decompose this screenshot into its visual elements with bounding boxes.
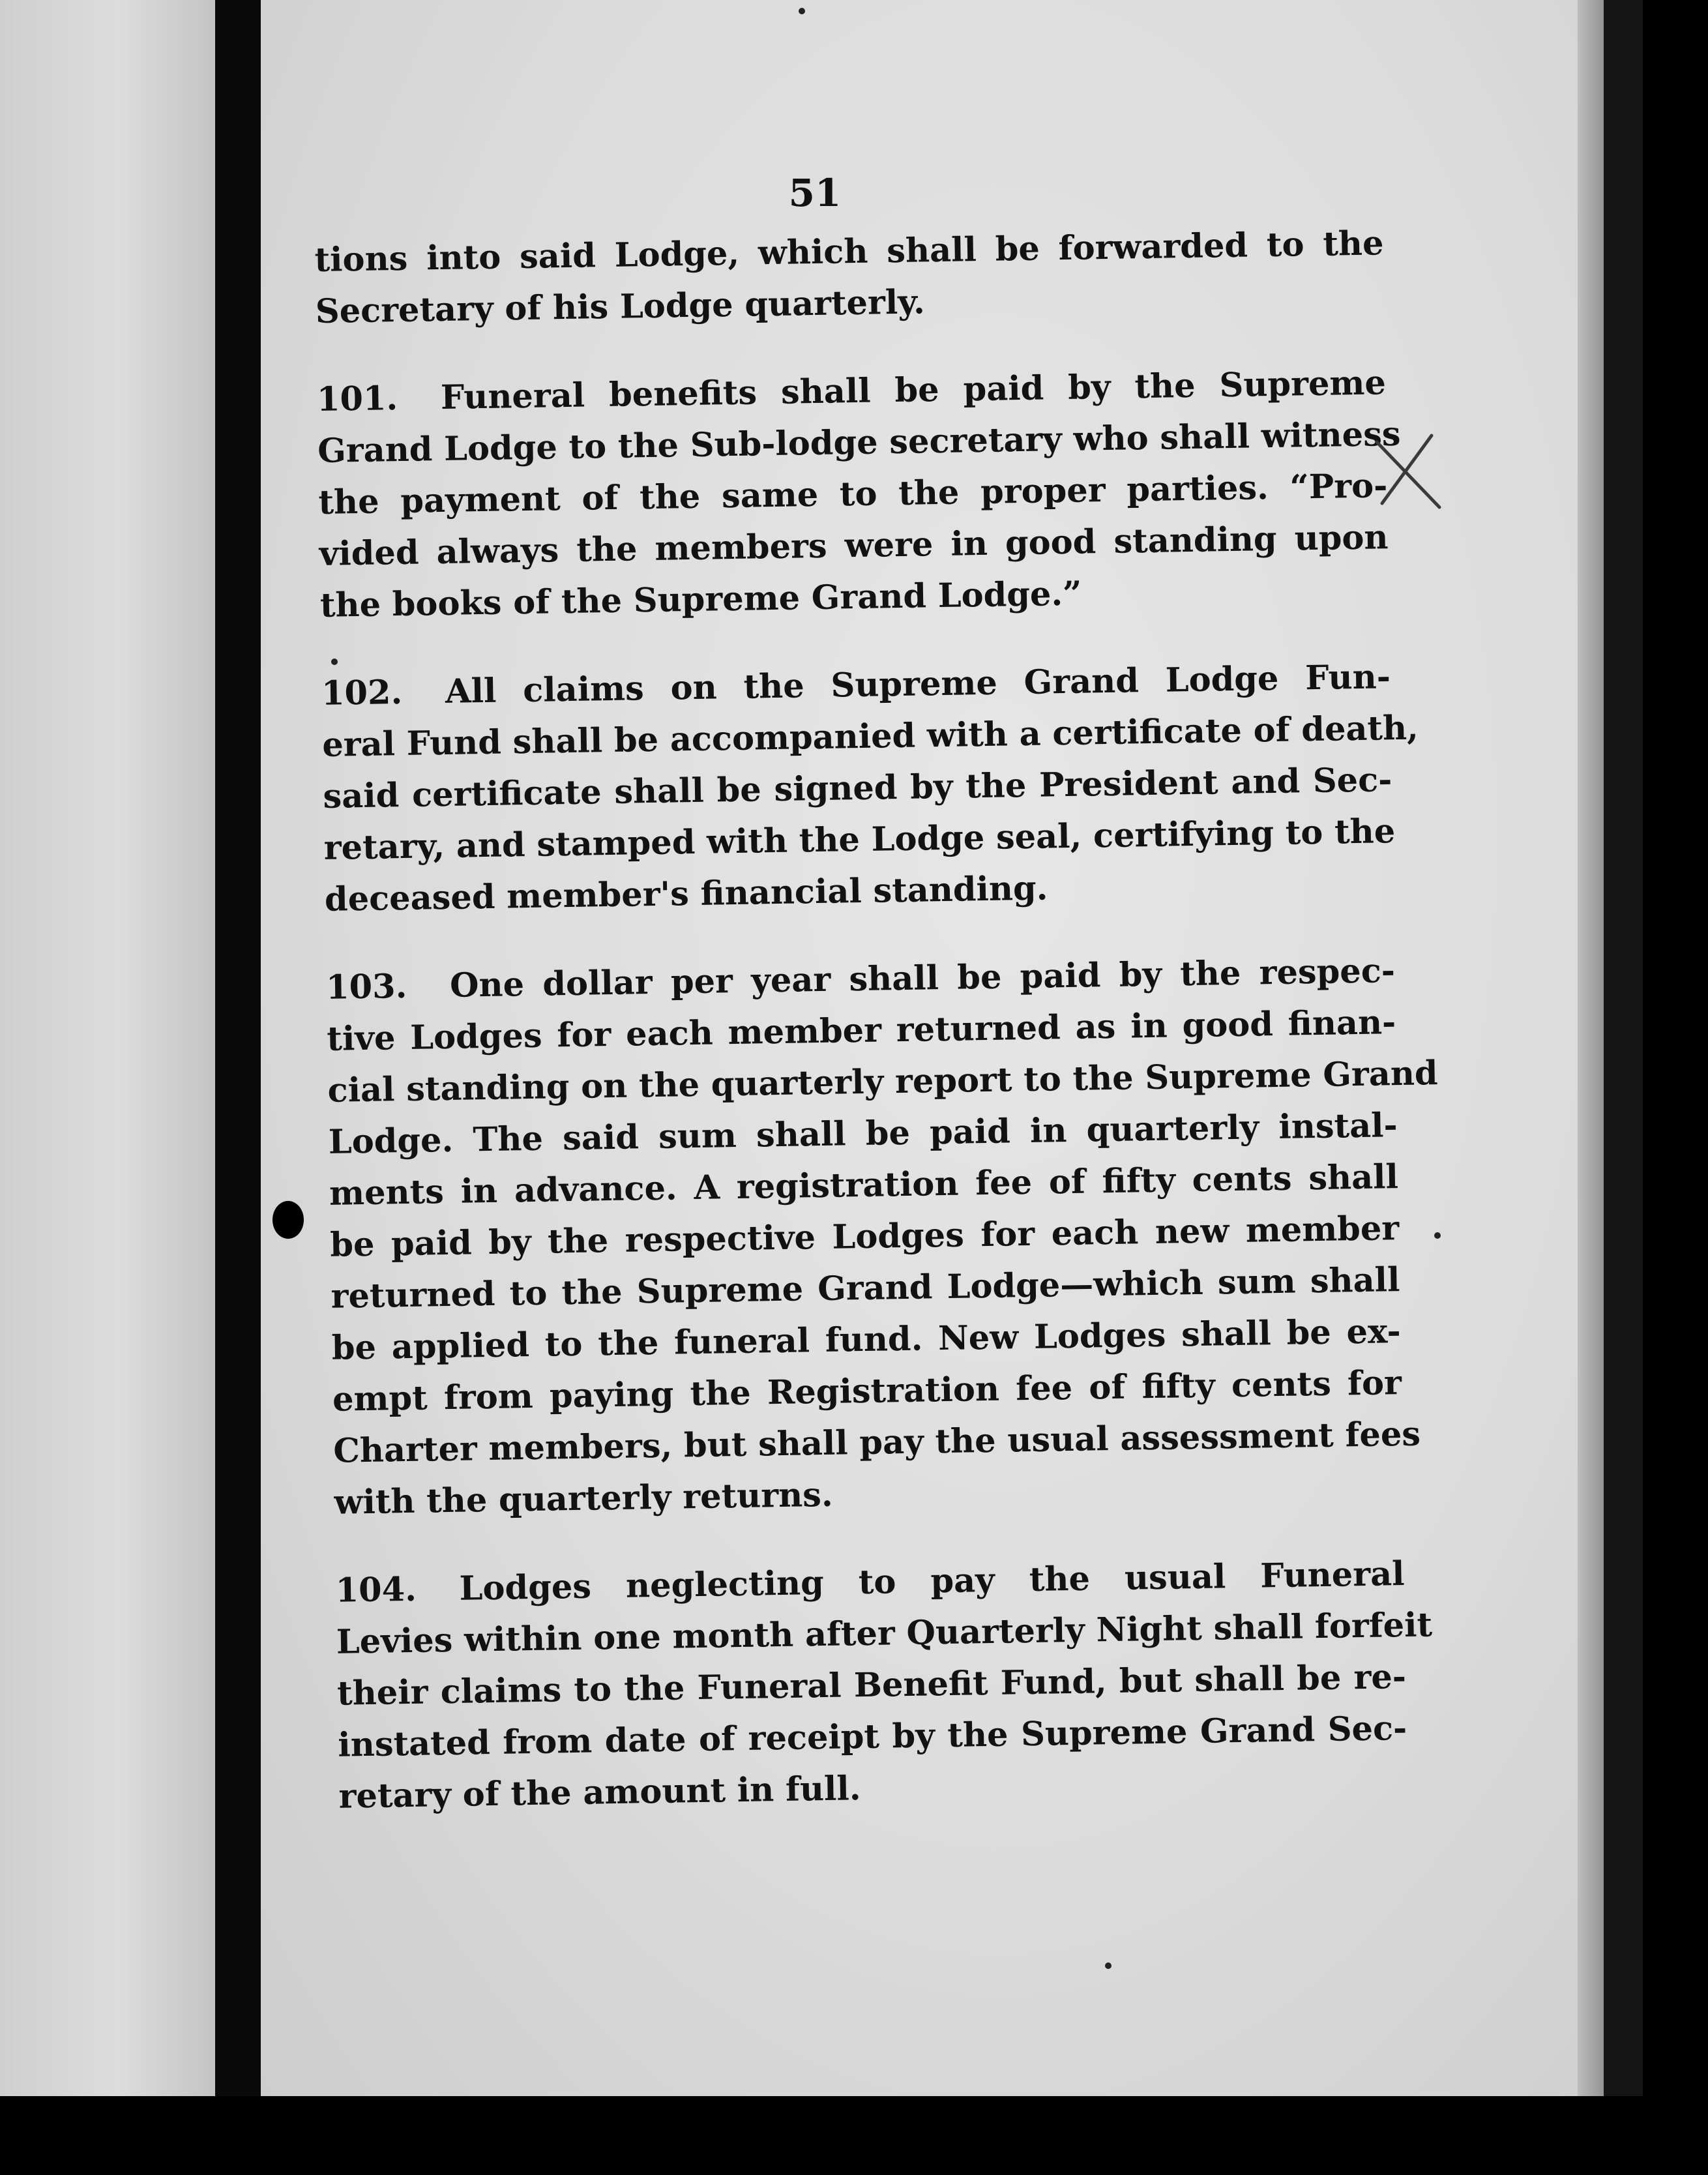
dust-speck [1105,1962,1112,1969]
text-line: tive Lodges for each member returned as in good finan- [326,1003,1396,1059]
paragraph-104 [335,1548,1433,1823]
text-line: instated from date of receipt by the Supreme Grand Sec- [337,1708,1407,1765]
left-facing-page [0,0,215,2096]
text-line: Levies within one month after Quarterly Night shall forfeit [336,1605,1433,1662]
text-line: the books of the Supreme Grand Lodge.” [319,574,1082,625]
section-number: 103. [325,966,407,1007]
text-line: Grand Lodge to the Sub-lodge secretary who shall witness [317,414,1401,471]
text-line: returned to the Supreme Grand Lodge—which sum shall [331,1260,1400,1316]
text-line: their claims to the Funeral Benefit Fund, but shall be re- [336,1657,1407,1713]
dust-speck [799,8,805,14]
text-line: said certificate shall be signed by the President and Sec- [323,760,1392,816]
section-number: 101. [316,379,398,419]
book-gutter-shadow [215,0,261,2175]
paragraph-103 [325,945,1439,1529]
dust-speck [1434,1232,1441,1239]
paragraph-102 [321,651,1419,926]
text-line: retary of the amount in full. [338,1769,861,1816]
text-line: eral Fund shall be accompanied with a certificate of death, [321,708,1419,765]
text-line: with the quarterly returns. [334,1475,834,1522]
section-number: 104. [335,1569,417,1610]
text-line: Secretary of his Lodge quarterly. [315,282,926,331]
text-line: empt from paying the Registration fee of fifty cents for [332,1363,1402,1419]
pencil-x-mark-icon [1369,430,1447,515]
text-line: the payment of the same to the proper parties. “Pro- [317,466,1388,522]
page-body-text [314,218,1439,1859]
text-line: cial standing on the quarterly report to the Supreme Grand [327,1054,1439,1110]
text-line: be paid by the respective Lodges for each new member [329,1209,1400,1265]
paragraph-101 [316,357,1401,632]
text-line: be applied to the funeral fund. New Lodges shall be ex- [331,1312,1402,1368]
text-line: ments in advance. A registration fee of fifty cents shall [329,1157,1399,1213]
text-line: deceased member's financial standing. [324,868,1048,919]
text-line: retary, and stamped with the Lodge seal, certifying to the [323,812,1396,868]
text-line: Lodges neglecting to pay the usual Funeral [459,1554,1405,1608]
text-line: One dollar per year shall be paid by the respec- [449,951,1396,1005]
page-number: 51 [788,171,842,215]
text-line: Lodge. The said sum shall be paid in quarterly instal- [328,1106,1398,1162]
right-border [1604,0,1643,2175]
text-line: All claims on the Supreme Grand Lodge Fun- [445,657,1391,711]
bottom-border [0,2096,1708,2175]
section-number: 102. [321,672,403,713]
text-line: tions into said Lodge, which shall be forwarded to the [314,224,1384,280]
text-line: vided always the members were in good standing upon [319,518,1389,574]
paragraph-continuation [314,218,1385,338]
dust-speck [331,658,338,665]
text-line: Charter members, but shall pay the usual assessment fees [332,1414,1421,1471]
text-line: Funeral benefits shall be paid by the Supreme [440,363,1387,417]
ink-blot [272,1201,304,1239]
